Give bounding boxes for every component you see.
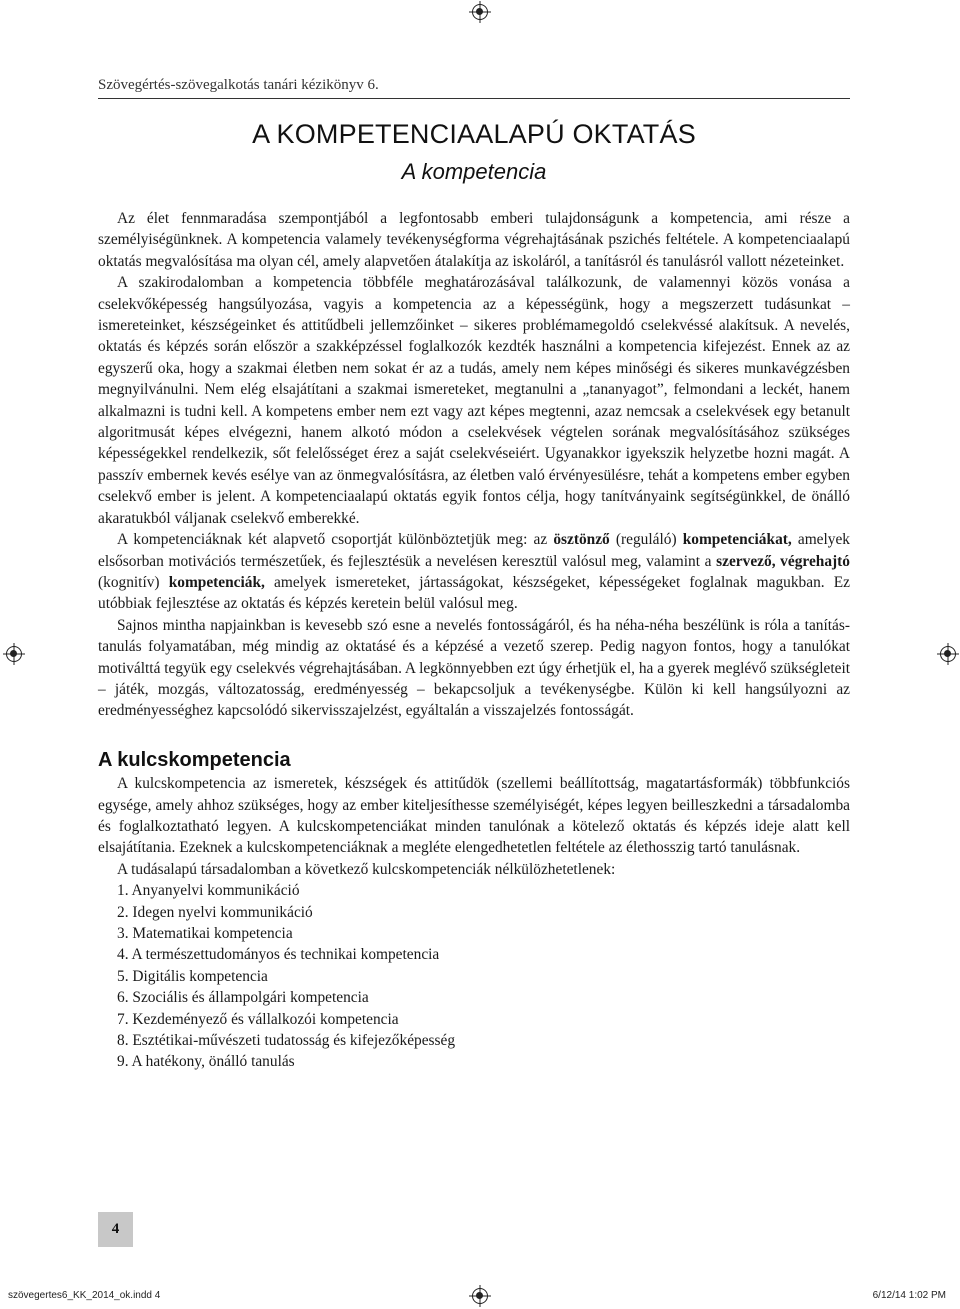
list-item: 8. Esztétikai-művészeti tudatosság és kifejezőképesség bbox=[117, 1032, 456, 1050]
registration-mark-icon bbox=[472, 4, 488, 20]
paragraph: A kulcskompetencia az ismeretek, készségek és attitűdök (szellemi beállítottság, magatartásformák) többfunkciós egysége, amely ahhoz szükséges, hogy az ember kiteljesíthesse személyiségét, képes legyen beilleszkedni a társadalomba és foglalkoztatható legyen. A kulcskompetenciákat minden tanulónak a kötelező oktatás és képzés ideje alatt kell elsajátítania. Ezeknek a kulcskompetenciáknak a megléte elengedhetetlen feltétele az élethosszig tartó tanulásnak. bbox=[98, 775, 850, 857]
list-item: 7. Kezdeményező és vállalkozói kompetencia bbox=[117, 1010, 399, 1028]
list-item: 5. Digitális kompetencia bbox=[117, 967, 268, 985]
page-title: A KOMPETENCIAALAPÚ OKTATÁS bbox=[252, 119, 696, 149]
paragraph: A szakirodalomban a kompetencia többféle meghatározásával találkozunk, de valamennyi közös vonása a cselekvőképesség hangsúlyozása, vagyis a kompetencia az a képességünk, hogy a megszerzett tudásunkat – ismereteinket, készségeinket és attitűdbeli jellemzőinket – sikeres problémamegoldó cselekvéssé alakítsuk. A nevelés, oktatás és képzés során először a szakképzéssel foglalkozók kezdték használni a kompetencia kifejezést. Ennek az az egyszerű oka, hogy a szakmai életben nem sokat ér az a tudás, amely nem képes minőségi és sikeres munkavégzésben megnyilvánulni. Nem elég elsajátítani a szakmai ismereteket, megtanulni a „tananyagot”, felmondani a leckét, hanem alkalmazni is tudni kell. A kompetens ember nem ezt vagy azt képes megtenni, azaz nemcsak a cselekvések egy betanult algoritmusát képes elvégezni, hanem alkotó módon a cselekvések végtelen sorának megvalósításához szükséges képességekkel rendelkezik, sőt felelősséget érez a saját cselekvéseiért. Ugyanakkor igyekszik helyzetbe hozni magát. A passzív embernek kevés esélye van az önmegvalósításra, az életben való érvényesülésre, tehát a kompetens ember egyben cselekvő ember is jelent. A kompetenciaalapú oktatás egyik fontos célja, hogy tanítványaink segítségünkkel, de önálló akaratukból váljanak cselekvő emberekké. bbox=[98, 274, 850, 527]
section-heading: A kulcskompetencia bbox=[98, 748, 291, 771]
slug-date: 6/12/14 1:02 PM bbox=[872, 1290, 946, 1301]
paragraph: Sajnos mintha napjainkban is kevesebb szó esne a nevelés fontosságáról, és ha néha-néha beszélünk is róla a tanítás-tanulás folyamatában, még mindig az oktatásé és a képzésé a vezető szerep. Pedig nagyon fontos, hogy a tanulókat motiválttá tegyük egy cselekvés végrehajtásában. A legkönnyebben ezt úgy érhetjük el, ha a gyerek meglévő szükségleteit – játék, mozgás, változatosság, eredményesség – bekapcsoljuk a tevékenységbe. Külön ki kell hangsúlyozni az eredményességhez kapcsolódó sikervisszajelzést, egyáltalán a visszajelzés fontosságát. bbox=[98, 616, 850, 720]
list-item: 6. Szociális és állampolgári kompetencia bbox=[117, 989, 369, 1007]
paragraph: A kompetenciáknak két alapvető csoportját különböztetjük meg: az ösztönző (reguláló) kompetenciákat, amelyek elsősorban motivációs természetűek, és fejlesztésük a nevelésen keresztül valósul meg, valamint a szervező, végrehajtó (kognitív) kompetenciák, amelyek ismereteket, jártasságokat, készségeket, képességeket foglalnak magukban. Ez utóbbiak fejlesztése az oktatás és képzés keretein belül valósul meg. bbox=[98, 531, 851, 613]
list-item: 2. Idegen nyelvi kommunikáció bbox=[117, 903, 313, 921]
slug-file: szövegertes6_KK_2014_ok.indd 4 bbox=[8, 1290, 161, 1301]
list-item: 4. A természettudományos és technikai kompetencia bbox=[117, 946, 440, 964]
list-item: 9. A hatékony, önálló tanulás bbox=[117, 1053, 295, 1071]
list-item: 1. Anyanyelvi kommunikáció bbox=[117, 882, 300, 900]
registration-mark-icon bbox=[940, 646, 956, 662]
competence-list bbox=[98, 880, 850, 1073]
page-subtitle: A kompetencia bbox=[401, 159, 547, 184]
registration-mark-icon bbox=[472, 1288, 488, 1304]
registration-mark-icon bbox=[6, 646, 22, 662]
page-number: 4 bbox=[98, 1212, 133, 1247]
body-text bbox=[98, 208, 850, 1073]
running-head: Szövegértés-szövegalkotás tanári kézikönyv 6. bbox=[98, 77, 850, 99]
list-item: 3. Matematikai kompetencia bbox=[117, 925, 293, 942]
paragraph: Az élet fennmaradása szempontjából a legfontosabb emberi tulajdonságunk a kompetencia, ami része a személyiségünknek. A kompetencia valamely tevékenységforma végrehajtásának pszichés feltétele. A kompetenciaalapú oktatás megvalósítása ma olyan cél, amely alapvetően átalakítja az iskoláról, a tanításról és tanulásról vallott nézeteinket. bbox=[98, 210, 850, 270]
paragraph: A tudásalapú társadalomban a következő kulcskompetenciák nélkülözhetetlenek: bbox=[117, 860, 616, 878]
